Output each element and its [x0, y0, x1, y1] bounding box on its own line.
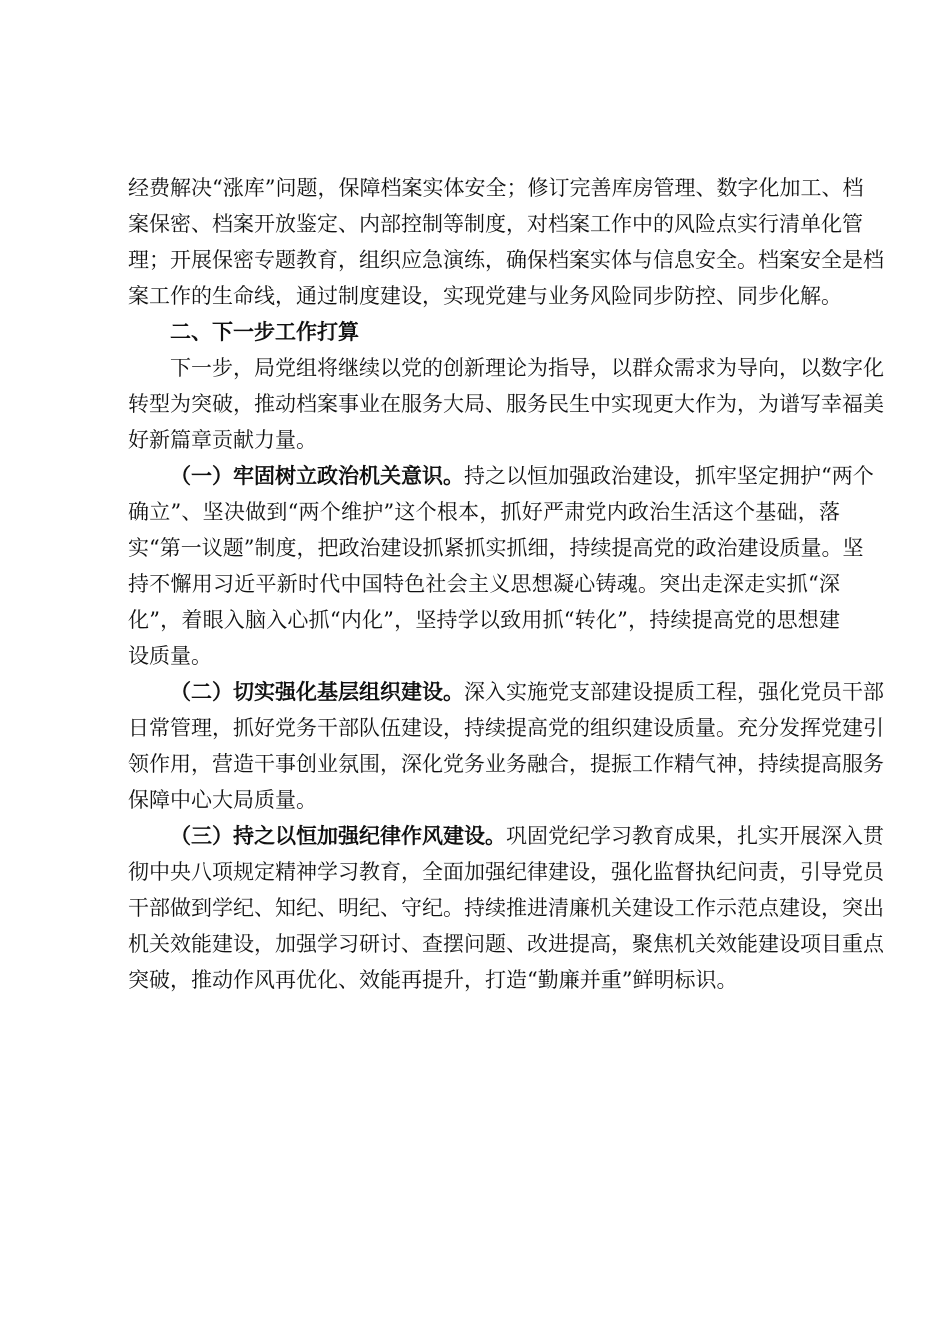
item-3-first-line-text: 巩固党纪学习教育成果，扎实开展深入贯 — [506, 824, 884, 848]
paragraph-line: 理；开展保密专题教育，组织应急演练，确保档案实体与信息安全。档案安全是档 — [128, 248, 884, 272]
section-heading: 二、下一步工作打算 — [170, 320, 359, 344]
paragraph-line: 实“第一议题”制度，把政治建设抓紧抓实抓细，持续提高党的政治建设质量。坚 — [128, 536, 864, 560]
paragraph-line — [128, 458, 874, 494]
item-1-lead: （一）牢固树立政治机关意识。 — [170, 464, 464, 488]
paragraph-line: 干部做到学纪、知纪、明纪、守纪。持续推进清廉机关建设工作示范点建设，突出 — [128, 896, 884, 920]
intro-paragraph — [128, 170, 884, 314]
paragraph-line: 经费解决“涨库”问题，保障档案实体安全；修订完善库房管理、数字化加工、档 — [128, 176, 864, 200]
paragraph-line: 转型为突破，推动档案事业在服务大局、服务民生中实现更大作为，为谱写幸福美 — [128, 392, 884, 416]
item-2-lead: （二）切实强化基层组织建设。 — [170, 680, 464, 704]
paragraph-line: 彻中央八项规定精神学习教育，全面加强纪律建设，强化监督执纪问责，引导党员 — [128, 860, 884, 884]
paragraph-line: 日常管理，抓好党务干部队伍建设，持续提高党的组织建设质量。充分发挥党建引 — [128, 716, 884, 740]
paragraph-line: 持不懈用习近平新时代中国特色社会主义思想凝心铸魂。突出走深走实抓“深 — [128, 572, 840, 596]
item-3-paragraph — [128, 818, 884, 998]
paragraph-line: 化”，着眼入脑入心抓“内化”，坚持学以致用抓“转化”，持续提高党的思想建 — [128, 608, 840, 632]
paragraph-line: 好新篇章贡献力量。 — [128, 428, 317, 452]
paragraph-line: 下一步，局党组将继续以党的创新理论为指导，以群众需求为导向，以数字化 — [170, 356, 884, 380]
paragraph-line: 案工作的生命线，通过制度建设，实现党建与业务风险同步防控、同步化解。 — [128, 284, 842, 308]
paragraph-line: 案保密、档案开放鉴定、内部控制等制度，对档案工作中的风险点实行清单化管 — [128, 212, 863, 236]
paragraph-line: 领作用，营造干事创业氛围，深化党务业务融合，提振工作精气神，持续提高服务 — [128, 752, 884, 776]
item-2-first-line-text: 深入实施党支部建设提质工程，强化党员干部 — [464, 680, 884, 704]
paragraph-line: 保障中心大局质量。 — [128, 788, 317, 812]
document-page — [128, 170, 884, 998]
section-intro-paragraph — [128, 350, 884, 458]
paragraph-line: 确立”、坚决做到“两个维护”这个根本，抓好严肃党内政治生活这个基础，落 — [128, 500, 840, 524]
paragraph-line — [128, 674, 884, 710]
paragraph-line: 设质量。 — [128, 644, 212, 668]
item-2-paragraph — [128, 674, 884, 818]
paragraph-line: 机关效能建设，加强学习研讨、查摆问题、改进提高，聚焦机关效能建设项目重点 — [128, 932, 884, 956]
paragraph-line — [128, 818, 884, 854]
paragraph-line: 突破，推动作风再优化、效能再提升，打造“勤廉并重”鲜明标识。 — [128, 968, 738, 992]
item-3-lead: （三）持之以恒加强纪律作风建设。 — [170, 824, 506, 848]
item-1-paragraph — [128, 458, 874, 674]
item-1-first-line-text: 持之以恒加强政治建设，抓牢坚定拥护“两个 — [464, 464, 874, 488]
